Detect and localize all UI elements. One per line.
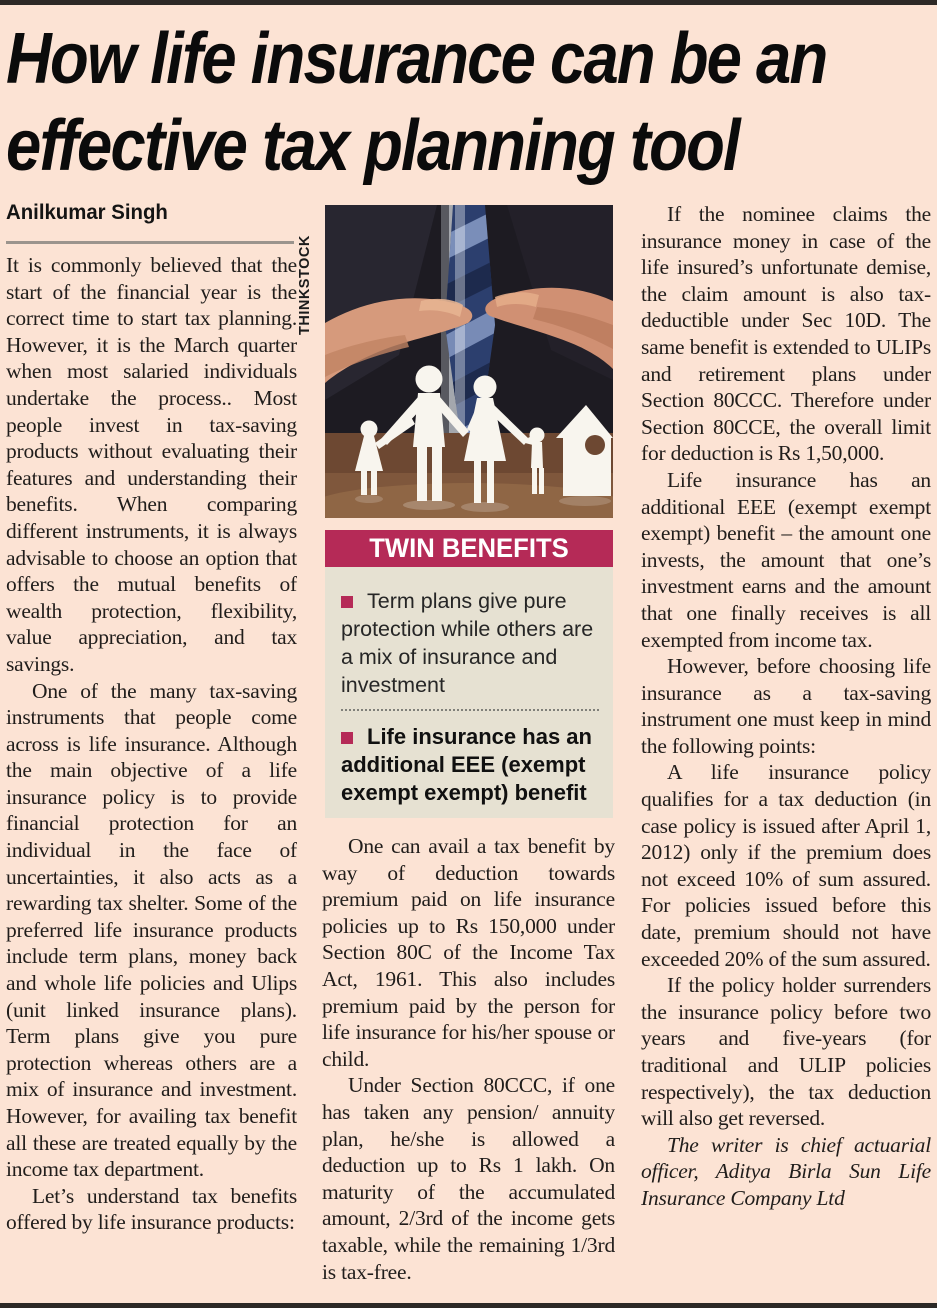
infobox-bullet-2 (341, 723, 599, 807)
paragraph: However, before choosing life insurance as a tax-saving instrument one must keep in mind the following points: (641, 654, 931, 758)
paragraph: A life insurance policy qualifies for a tax deduction (in case policy is issued after April 1, 2012) only if the premium does not exceed 10% of sum assured. For policies issued before this date, premium should not have exceeded 20% of the sum assured. (641, 760, 931, 971)
page-bottom-edge (0, 1303, 937, 1308)
infobox-body (325, 567, 613, 818)
byline-divider (6, 241, 294, 244)
infobox-bullet-1-text: Term plans give pure protection while others are a mix of insurance and investment (341, 589, 594, 697)
infobox-bullet-2-text: Life insurance has an additional EEE (exempt exempt exempt) benefit (341, 724, 592, 805)
photo-credit: THINKSTOCK (297, 235, 313, 335)
square-bullet-icon (341, 596, 353, 608)
square-bullet-icon (341, 732, 353, 744)
article-column-3 (641, 201, 931, 1303)
paragraph: One can avail a tax benefit by way of deduction towards premium paid on life insurance policies up to Rs 150,000 under Section 80C of the Income Tax Act, 1961. This also includes premium paid by the person for life insurance for his/her spouse or child. (322, 834, 615, 1071)
paragraph: Life insurance has an additional EEE (exempt exempt exempt) benefit – the amount one invests, the amount that one’s investment earns and the amount that one finally receives is all exempted from income tax. (641, 467, 931, 652)
paragraph: One of the many tax-saving instruments that people come across is life insurance. Although the main objective of a life insurance policy is to provide financial protection for an individual in the face of uncertainties, it also acts as a rewarding tax shelter. Some of the preferred life insurance products include term plans, money back and whole life policies and Ulips (unit linked insurance plans). Term plans give you pure protection whereas others are a mix of insurance and investment. However, for availing tax benefit all these are treated equally by the income tax department. (6, 678, 297, 1182)
byline: Anilkumar Singh (6, 201, 168, 224)
infobox-title: TWIN BENEFITS (369, 533, 569, 563)
paragraph: It is commonly believed that the start of the financial year is the correct time to start tax planning. However, it is the March quarter when most salaried individuals undertake the process.. Most people invest in tax-saving products without evaluating their features and understanding their benefits. When comparing different instruments, it is always advisable to choose an option that offers the mutual benefits of wealth protection, flexibility, value appreciation, and tax savings. (6, 253, 297, 676)
article-photo-hands-sheltering-paper-family (325, 205, 613, 518)
infobox-title-bar (325, 530, 613, 567)
dotted-divider (341, 709, 599, 711)
infobox-bullet-1 (341, 587, 599, 699)
article-column-2 (322, 833, 615, 1303)
paragraph: If the nominee claims the insurance money in case of the life insured’s unfortunate demise, the claim amount is also tax-deductible under Sec 10D. The same benefit is extended to ULIPs and retirement plans under Section 80CCC. Therefore under Section 80CCE, the overall limit for deduction is Rs 1,50,000. (641, 202, 931, 466)
headline-line-2: effective tax planning tool (6, 106, 739, 186)
headline-line-1: How life insurance can be an (6, 19, 827, 99)
paragraph: If the policy holder surrenders the insurance policy before two years and five-years (for traditional and ULIP policies respectively), the tax deduction will also get reversed. (641, 973, 931, 1131)
page-top-edge (0, 0, 937, 5)
paragraph: Under Section 80CCC, if one has taken any pension/ annuity plan, he/she is allowed a deduction up to Rs 1 lakh. On maturity of the accumulated amount, 2/3rd of the income gets taxable, while the remaining 1/3rd is tax-free. (322, 1073, 615, 1284)
article-headline (6, 16, 937, 190)
article-column-1 (6, 252, 297, 1303)
author-footnote: The writer is chief actuarial officer, Aditya Birla Sun Life Insurance Company Ltd (641, 1132, 931, 1210)
paragraph: Let’s understand tax benefits offered by life insurance products: (6, 1183, 297, 1235)
